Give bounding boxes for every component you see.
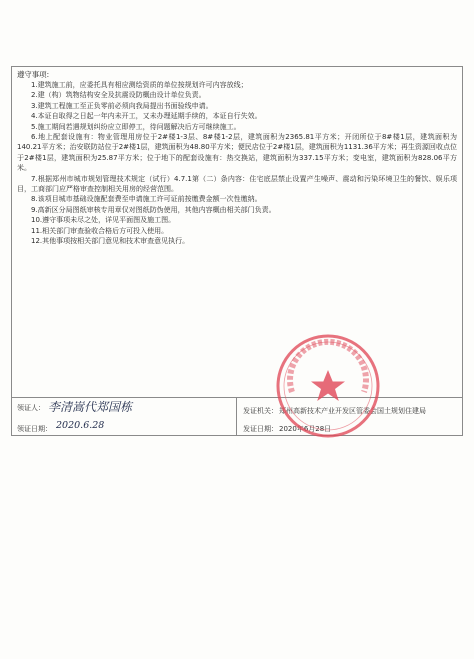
- official-seal-stamp: [272, 330, 384, 442]
- notice-item-1: 1.建筑施工前，应委托具有相应测绘资质的单位按规划许可内容放线；: [31, 81, 248, 89]
- notice-item-5: 5.施工期间若遇规划纠纷应立即停工，待问题解决后方可继续施工。: [31, 122, 241, 131]
- receiver-signature: 李清嵩代郑国栋: [48, 400, 133, 414]
- notice-item-9: 9.高新区分局图纸审核专用章仅对图纸防伪使用，其他内容概由相关部门负责。: [31, 205, 276, 214]
- issuer-label: 发证机关：: [243, 407, 278, 415]
- notice-item-8: 8.该项目城市基础设施配套费至申请施工许可证前按缴费金额一次性缴纳。: [31, 195, 262, 204]
- issue-date-value: 2020年6月28日: [279, 425, 332, 433]
- issuer-value: 郑州高新技术产业开发区管委会国土规划住建局: [279, 407, 426, 415]
- notice-item-2: 2.建（构）筑物结构安全及抗震设防概由设计单位负责。: [31, 91, 206, 100]
- notice-header: 遵守事项:: [17, 70, 50, 79]
- notice-item-10: 10.遵守事项未尽之处，详见平面图及施工图。: [31, 216, 176, 225]
- notice-item-7: 7.根据郑州市城市规划管理技术规定（试行）4.7.1第（二）条内容：住宅底层禁止设置产生噪声、震动和污染环境卫生的餐饮、娱乐项目，工商部门应严格审查控制相关用房的经营范围。: [17, 174, 457, 194]
- notice-item-11: 11.相关部门审查验收合格后方可投入使用。: [31, 226, 169, 235]
- notice-item-6: 6.地上配套设施有：物业管理用房位于2#楼1-3层、8#楼1-2层，建筑面积为2365.81平方米；开闭所位于8#楼1层，建筑面积为140.21平方米；治安联防站位于2#楼1层，建筑面积为48.80平方米；便民店位于2#楼1层，建筑面积为1131.36平方米；再生资源回收点位于2#楼1层，建筑面积为25.87平方米；位于地下的配套设施有：热交换站，建筑面积为337.15平方米；变电室，建筑面积为828.06平方米。: [17, 133, 457, 173]
- notice-item-3: 3.建筑工程施工至正负零前必须向我局提出书面验线申请。: [31, 101, 213, 110]
- issue-date-label: 发证日期：: [243, 425, 278, 433]
- receive-date-value: 2020.6.28: [56, 420, 105, 431]
- notice-items: [17, 80, 457, 247]
- receiver-label: 领证人：: [17, 404, 45, 412]
- footer-column-divider: [236, 397, 237, 436]
- receive-date-label: 领证日期：: [17, 425, 52, 433]
- notice-item-4: 4.本证自取得之日起一年内未开工，又未办理延期手续的，本证自行失效。: [31, 112, 262, 121]
- notice-item-12: 12.其他事项按相关部门意见和技术审查意见执行。: [31, 237, 190, 246]
